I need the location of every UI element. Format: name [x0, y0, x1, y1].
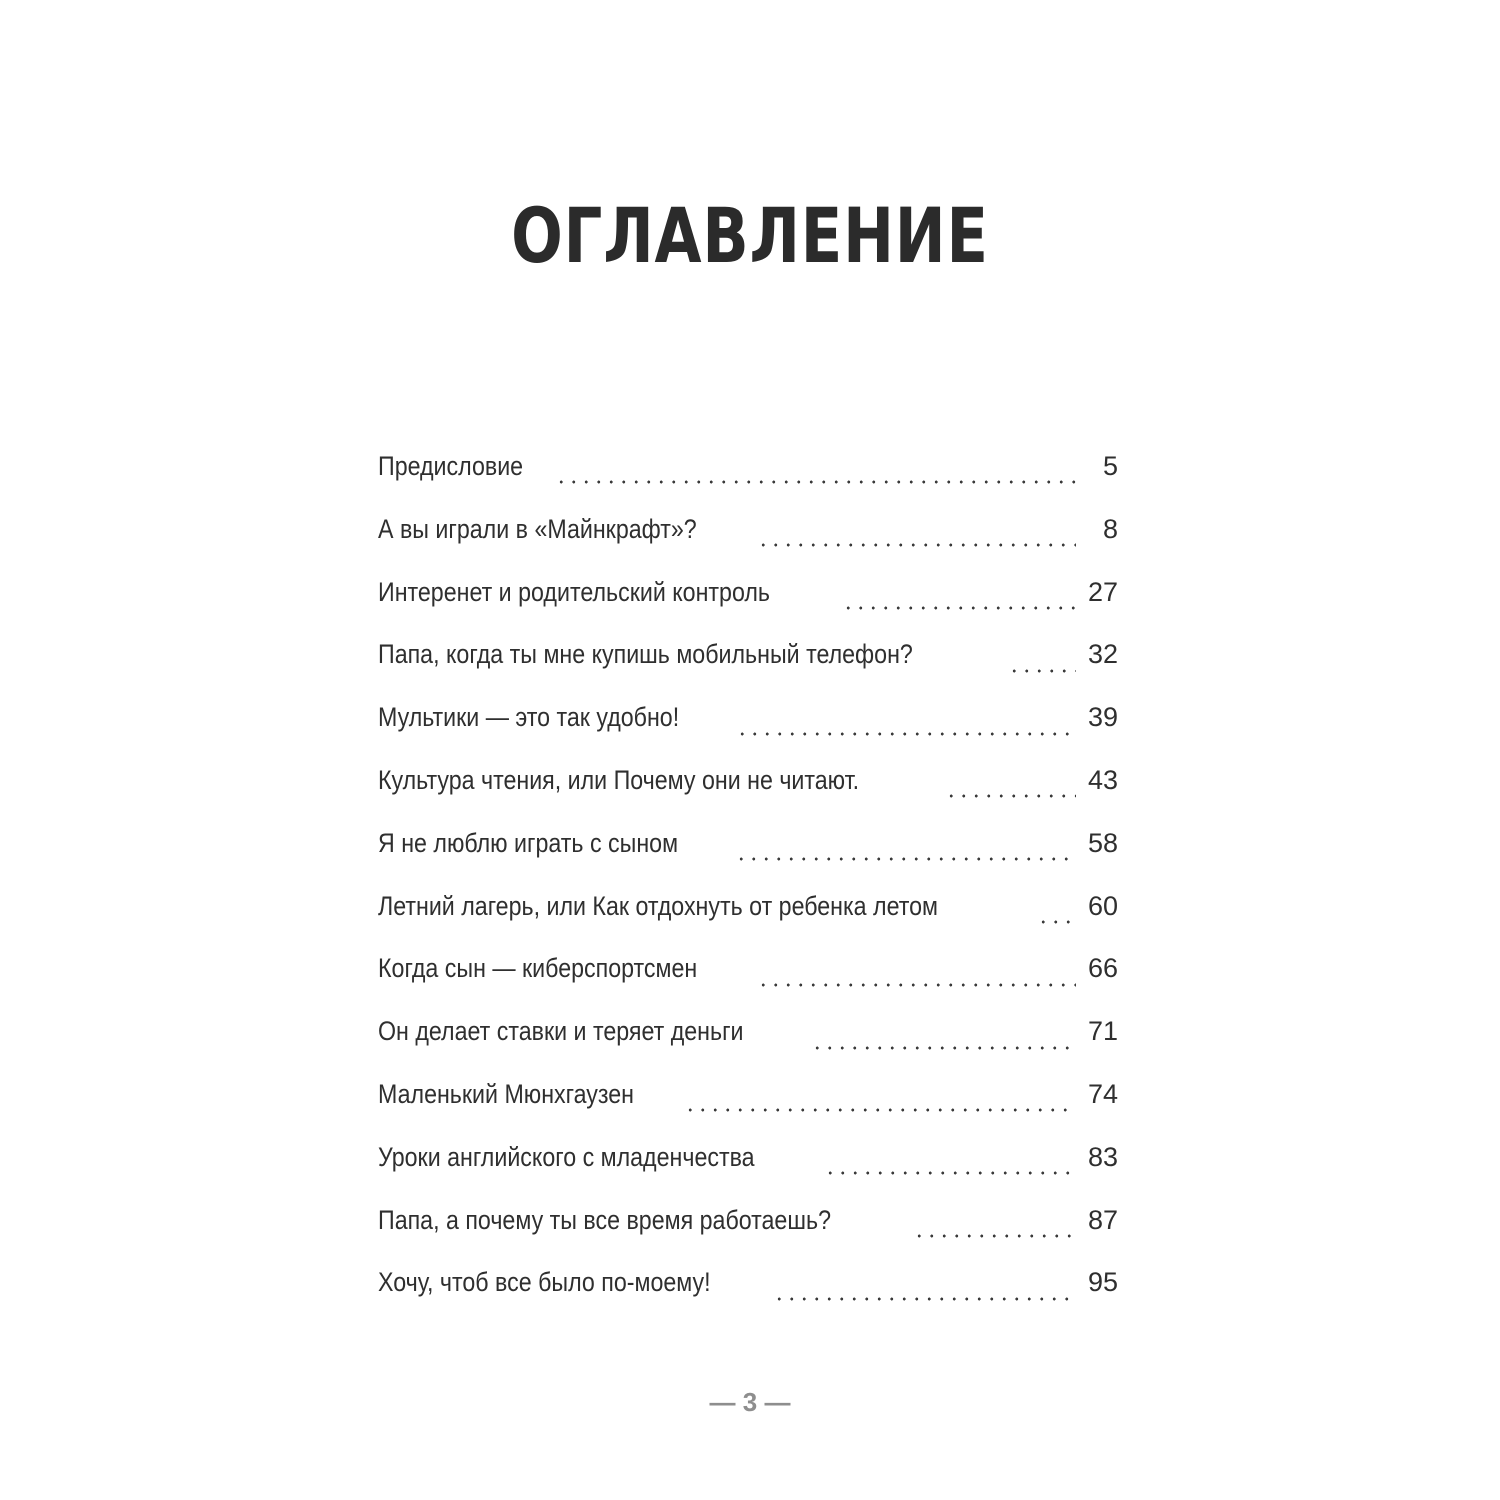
- toc-entry-page: 8: [1102, 513, 1118, 544]
- toc-entry[interactable]: [378, 1069, 1118, 1132]
- toc-entry-page: 27: [1087, 576, 1118, 607]
- dot-leader: [555, 480, 1076, 484]
- dot-leader: [684, 1108, 1076, 1112]
- dot-leader: [824, 1171, 1076, 1175]
- toc-entry-page: 60: [1087, 890, 1118, 921]
- toc-entry-title: Папа, а почему ты все время работаешь?: [378, 1204, 831, 1235]
- dot-leader: [1037, 920, 1076, 924]
- toc-entry[interactable]: [378, 441, 1118, 504]
- toc-entry[interactable]: [378, 755, 1118, 818]
- table-of-contents: [378, 441, 1118, 1320]
- toc-entry-page: 39: [1087, 702, 1118, 733]
- page-number: — 3 —: [709, 1387, 791, 1417]
- dot-leader: [913, 1234, 1076, 1238]
- toc-entry[interactable]: [378, 881, 1118, 944]
- toc-entry[interactable]: [378, 943, 1118, 1006]
- toc-entry[interactable]: [378, 692, 1118, 755]
- toc-entry-title: Маленький Мюнхгаузен: [378, 1078, 634, 1109]
- toc-entry-page: 95: [1087, 1267, 1118, 1298]
- dot-leader: [736, 732, 1076, 736]
- toc-entry-page: 43: [1087, 764, 1118, 795]
- toc-entry-title: Когда сын — киберспортсмен: [378, 953, 698, 984]
- toc-entry-page: 5: [1102, 451, 1118, 481]
- toc-entry[interactable]: [378, 1006, 1118, 1069]
- toc-entry-title: Он делает ставки и теряет деньги: [378, 1016, 744, 1047]
- dot-leader: [757, 543, 1076, 547]
- toc-entry[interactable]: [378, 818, 1118, 881]
- toc-entry-title: Интеренет и родительский контроль: [378, 576, 771, 607]
- dot-leader: [773, 1297, 1076, 1301]
- toc-entry-page: 83: [1087, 1141, 1118, 1172]
- toc-entry[interactable]: [378, 567, 1118, 630]
- toc-entry-title: Уроки английского с младенчества: [378, 1141, 755, 1172]
- dot-leader: [757, 983, 1076, 987]
- toc-entry[interactable]: [378, 504, 1118, 567]
- toc-entry[interactable]: [378, 1132, 1118, 1195]
- toc-entry-title: Папа, когда ты мне купишь мобильный телефон?: [378, 639, 913, 670]
- toc-entry[interactable]: [378, 629, 1118, 692]
- dot-leader: [811, 1046, 1076, 1050]
- dot-leader: [945, 794, 1076, 798]
- toc-entry-title: А вы играли в «Майнкрафт»?: [378, 513, 697, 544]
- toc-entry-title: Я не люблю играть с сыном: [378, 827, 679, 858]
- toc-entry-page: 32: [1087, 639, 1118, 670]
- toc-entry-page: 71: [1087, 1016, 1118, 1047]
- dot-leader: [735, 857, 1076, 861]
- toc-entry-title: Летний лагерь, или Как отдохнуть от ребенка летом: [378, 890, 938, 921]
- toc-entry-title: Предисловие: [378, 451, 524, 481]
- toc-entry[interactable]: [378, 1195, 1118, 1258]
- toc-entry-title: Культура чтения, или Почему они не читают.: [378, 764, 860, 795]
- dot-leader: [842, 606, 1076, 610]
- toc-entry-page: 87: [1087, 1204, 1118, 1235]
- page-title: ОГЛАВЛЕНИЕ: [511, 190, 989, 280]
- toc-entry-title: Мультики — это так удобно!: [378, 702, 680, 733]
- toc-entry-page: 74: [1087, 1078, 1118, 1109]
- toc-entry-page: 66: [1087, 953, 1118, 984]
- toc-entry[interactable]: [378, 1257, 1118, 1320]
- dot-leader: [1008, 669, 1076, 673]
- toc-entry-page: 58: [1087, 827, 1118, 858]
- toc-entry-title: Хочу, чтоб все было по-моему!: [378, 1267, 711, 1298]
